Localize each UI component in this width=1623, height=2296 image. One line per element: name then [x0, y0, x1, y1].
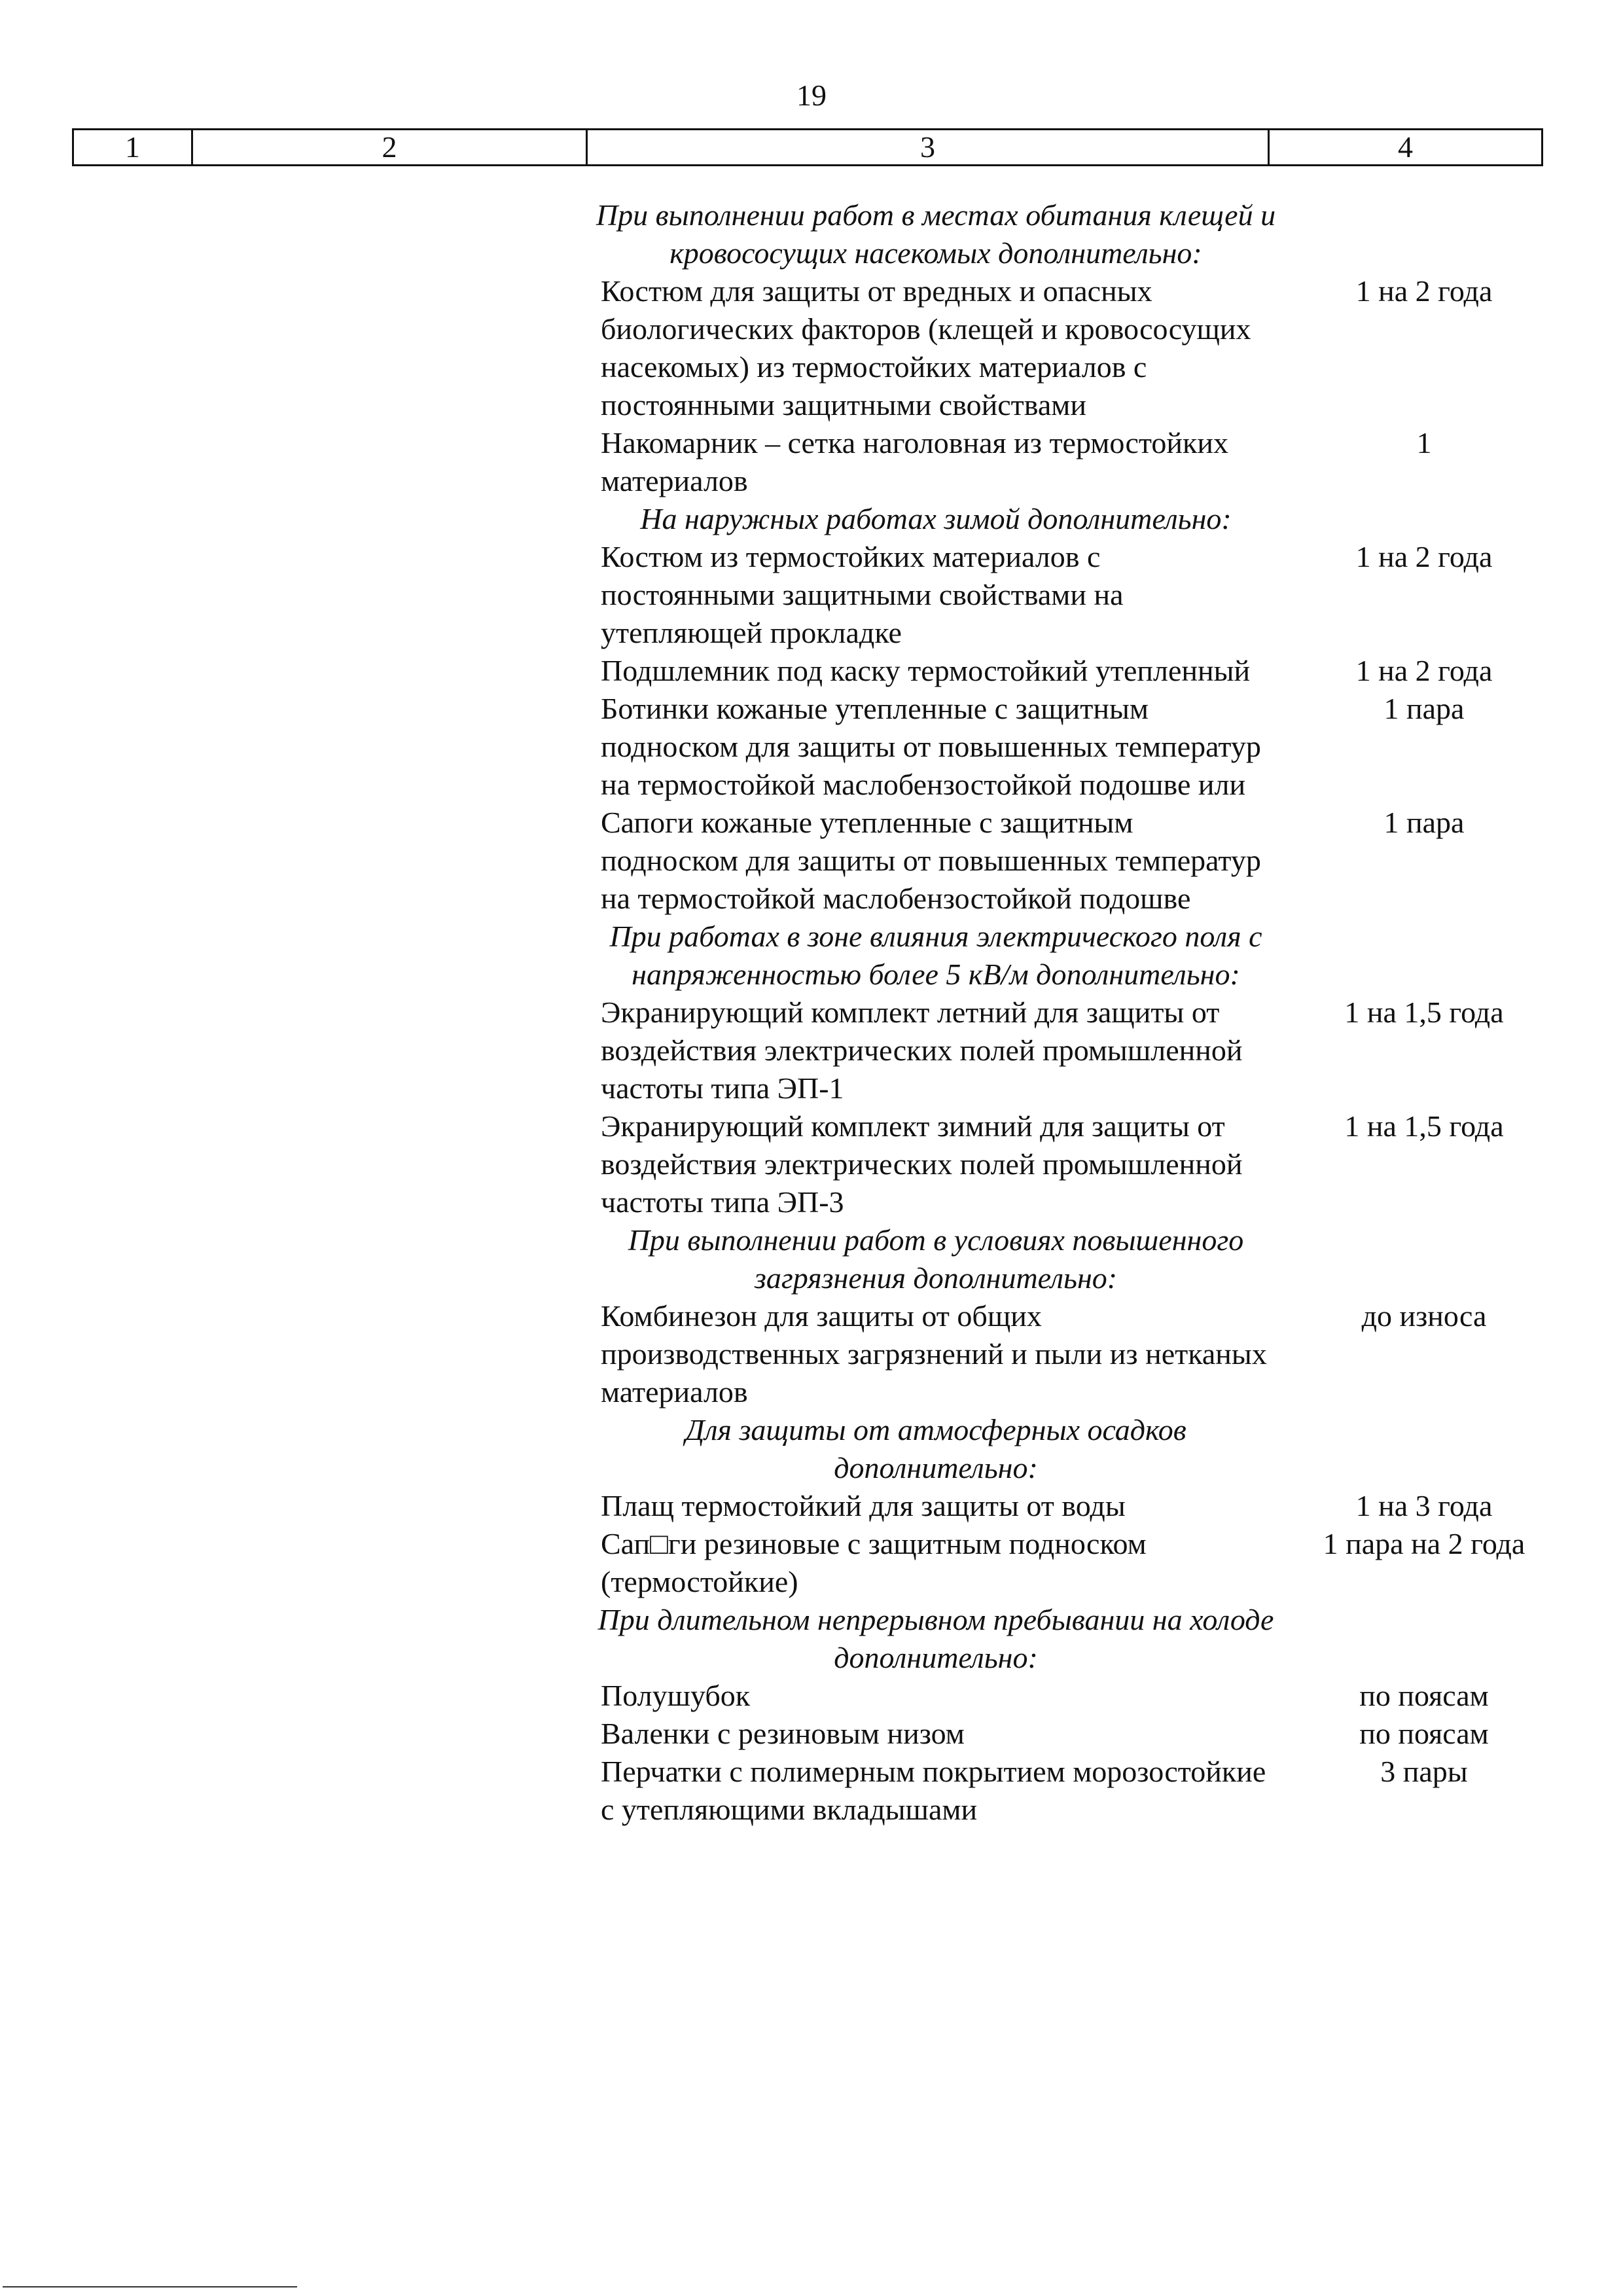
column-header-1: 1: [74, 130, 193, 164]
section-heading: Для защиты от атмосферных осадков дополнительно:: [685, 1413, 1186, 1484]
table-header-row: [72, 128, 1543, 166]
section-heading: При выполнении работ в условиях повышенного загрязнения дополнительно:: [628, 1223, 1244, 1295]
item-name: Плащ термостойкий для защиты от воды: [601, 1489, 1126, 1522]
item-name: Экранирующий комплект зимний для защиты от воздействия электрических полей промышленной частоты типа ЭП-3: [601, 1109, 1243, 1219]
table-row: [0, 652, 1623, 690]
item-name: Сап□ги резиновые с защитным подноском (термостойкие): [601, 1527, 1147, 1598]
item-name: Накомарник – сетка наголовная из термостойких материалов: [601, 426, 1229, 497]
item-quantity: 1 пара: [1383, 806, 1465, 839]
item-quantity: 1 на 1,5 года: [1344, 1109, 1504, 1143]
item-name: Подшлемник под каску термостойкий утепленный: [601, 654, 1251, 687]
table-row: [0, 1487, 1623, 1525]
section-heading: При выполнении работ в местах обитания клещей и кровососущих насекомых дополнительно:: [596, 198, 1276, 270]
table-row: [0, 690, 1623, 804]
item-quantity: 1 на 1,5 года: [1344, 996, 1504, 1029]
table-row: [0, 994, 1623, 1107]
item-quantity: 1 на 2 года: [1355, 540, 1493, 573]
item-name: Ботинки кожаные утепленные с защитным подноском для защиты от повышенных температур на термостойкой маслобензостойкой подошве или: [601, 692, 1261, 801]
table-row: [0, 538, 1623, 652]
section-heading: На наружных работах зимой дополнительно:: [640, 502, 1232, 535]
table-row: [0, 1753, 1623, 1829]
item-quantity: по поясам: [1359, 1679, 1489, 1712]
column-header-2: 2: [193, 130, 588, 164]
table-row: [0, 1677, 1623, 1715]
document-body: [0, 196, 1623, 1829]
item-name: Сапоги кожаные утепленные с защитным подноском для защиты от повышенных температур на термостойкой маслобензостойкой подошве: [601, 806, 1261, 915]
footnote-rule: [3, 2286, 297, 2287]
section-heading: При работах в зоне влияния электрического поля с напряженностью более 5 кВ/м дополнительно:: [609, 920, 1262, 991]
item-quantity: 1 на 3 года: [1355, 1489, 1493, 1522]
table-row: [0, 1107, 1623, 1221]
table-row: [0, 1715, 1623, 1753]
table-row: [0, 1297, 1623, 1411]
column-header-4: 4: [1398, 130, 1413, 164]
item-name: Валенки с резиновым низом: [601, 1717, 965, 1750]
item-quantity: 1: [1416, 426, 1432, 459]
item-quantity: 1 на 2 года: [1355, 654, 1493, 687]
table-row: [0, 272, 1623, 424]
item-name: Костюм из термостойких материалов с постоянными защитными свойствами на утепляющей прокладке: [601, 540, 1124, 649]
item-name: Костюм для защиты от вредных и опасных биологических факторов (клещей и кровососущих насекомых) из термостойких материалов с постоянными защитными свойствами: [601, 274, 1251, 422]
item-name: Полушубок: [601, 1679, 751, 1712]
item-quantity: до износа: [1361, 1299, 1487, 1333]
item-quantity: 1 пара: [1383, 692, 1465, 725]
page-number: 19: [796, 79, 827, 112]
section-heading: При длительном непрерывном пребывании на холоде дополнительно:: [597, 1603, 1274, 1674]
item-quantity: 1 на 2 года: [1355, 274, 1493, 308]
table-row: [0, 1525, 1623, 1601]
item-quantity: 1 пара на 2 года: [1323, 1527, 1525, 1560]
item-name: Перчатки с полимерным покрытием морозостойкие с утепляющими вкладышами: [601, 1755, 1266, 1826]
item-name: Комбинезон для защиты от общих производственных загрязнений и пыли из нетканых материалов: [601, 1299, 1267, 1408]
item-quantity: по поясам: [1359, 1717, 1489, 1750]
column-header-3: 3: [588, 130, 1270, 164]
table-row: [0, 804, 1623, 918]
table-row: [0, 424, 1623, 500]
item-quantity: 3 пары: [1380, 1755, 1468, 1788]
item-name: Экранирующий комплект летний для защиты от воздействия электрических полей промышленной частоты типа ЭП-1: [601, 996, 1243, 1105]
